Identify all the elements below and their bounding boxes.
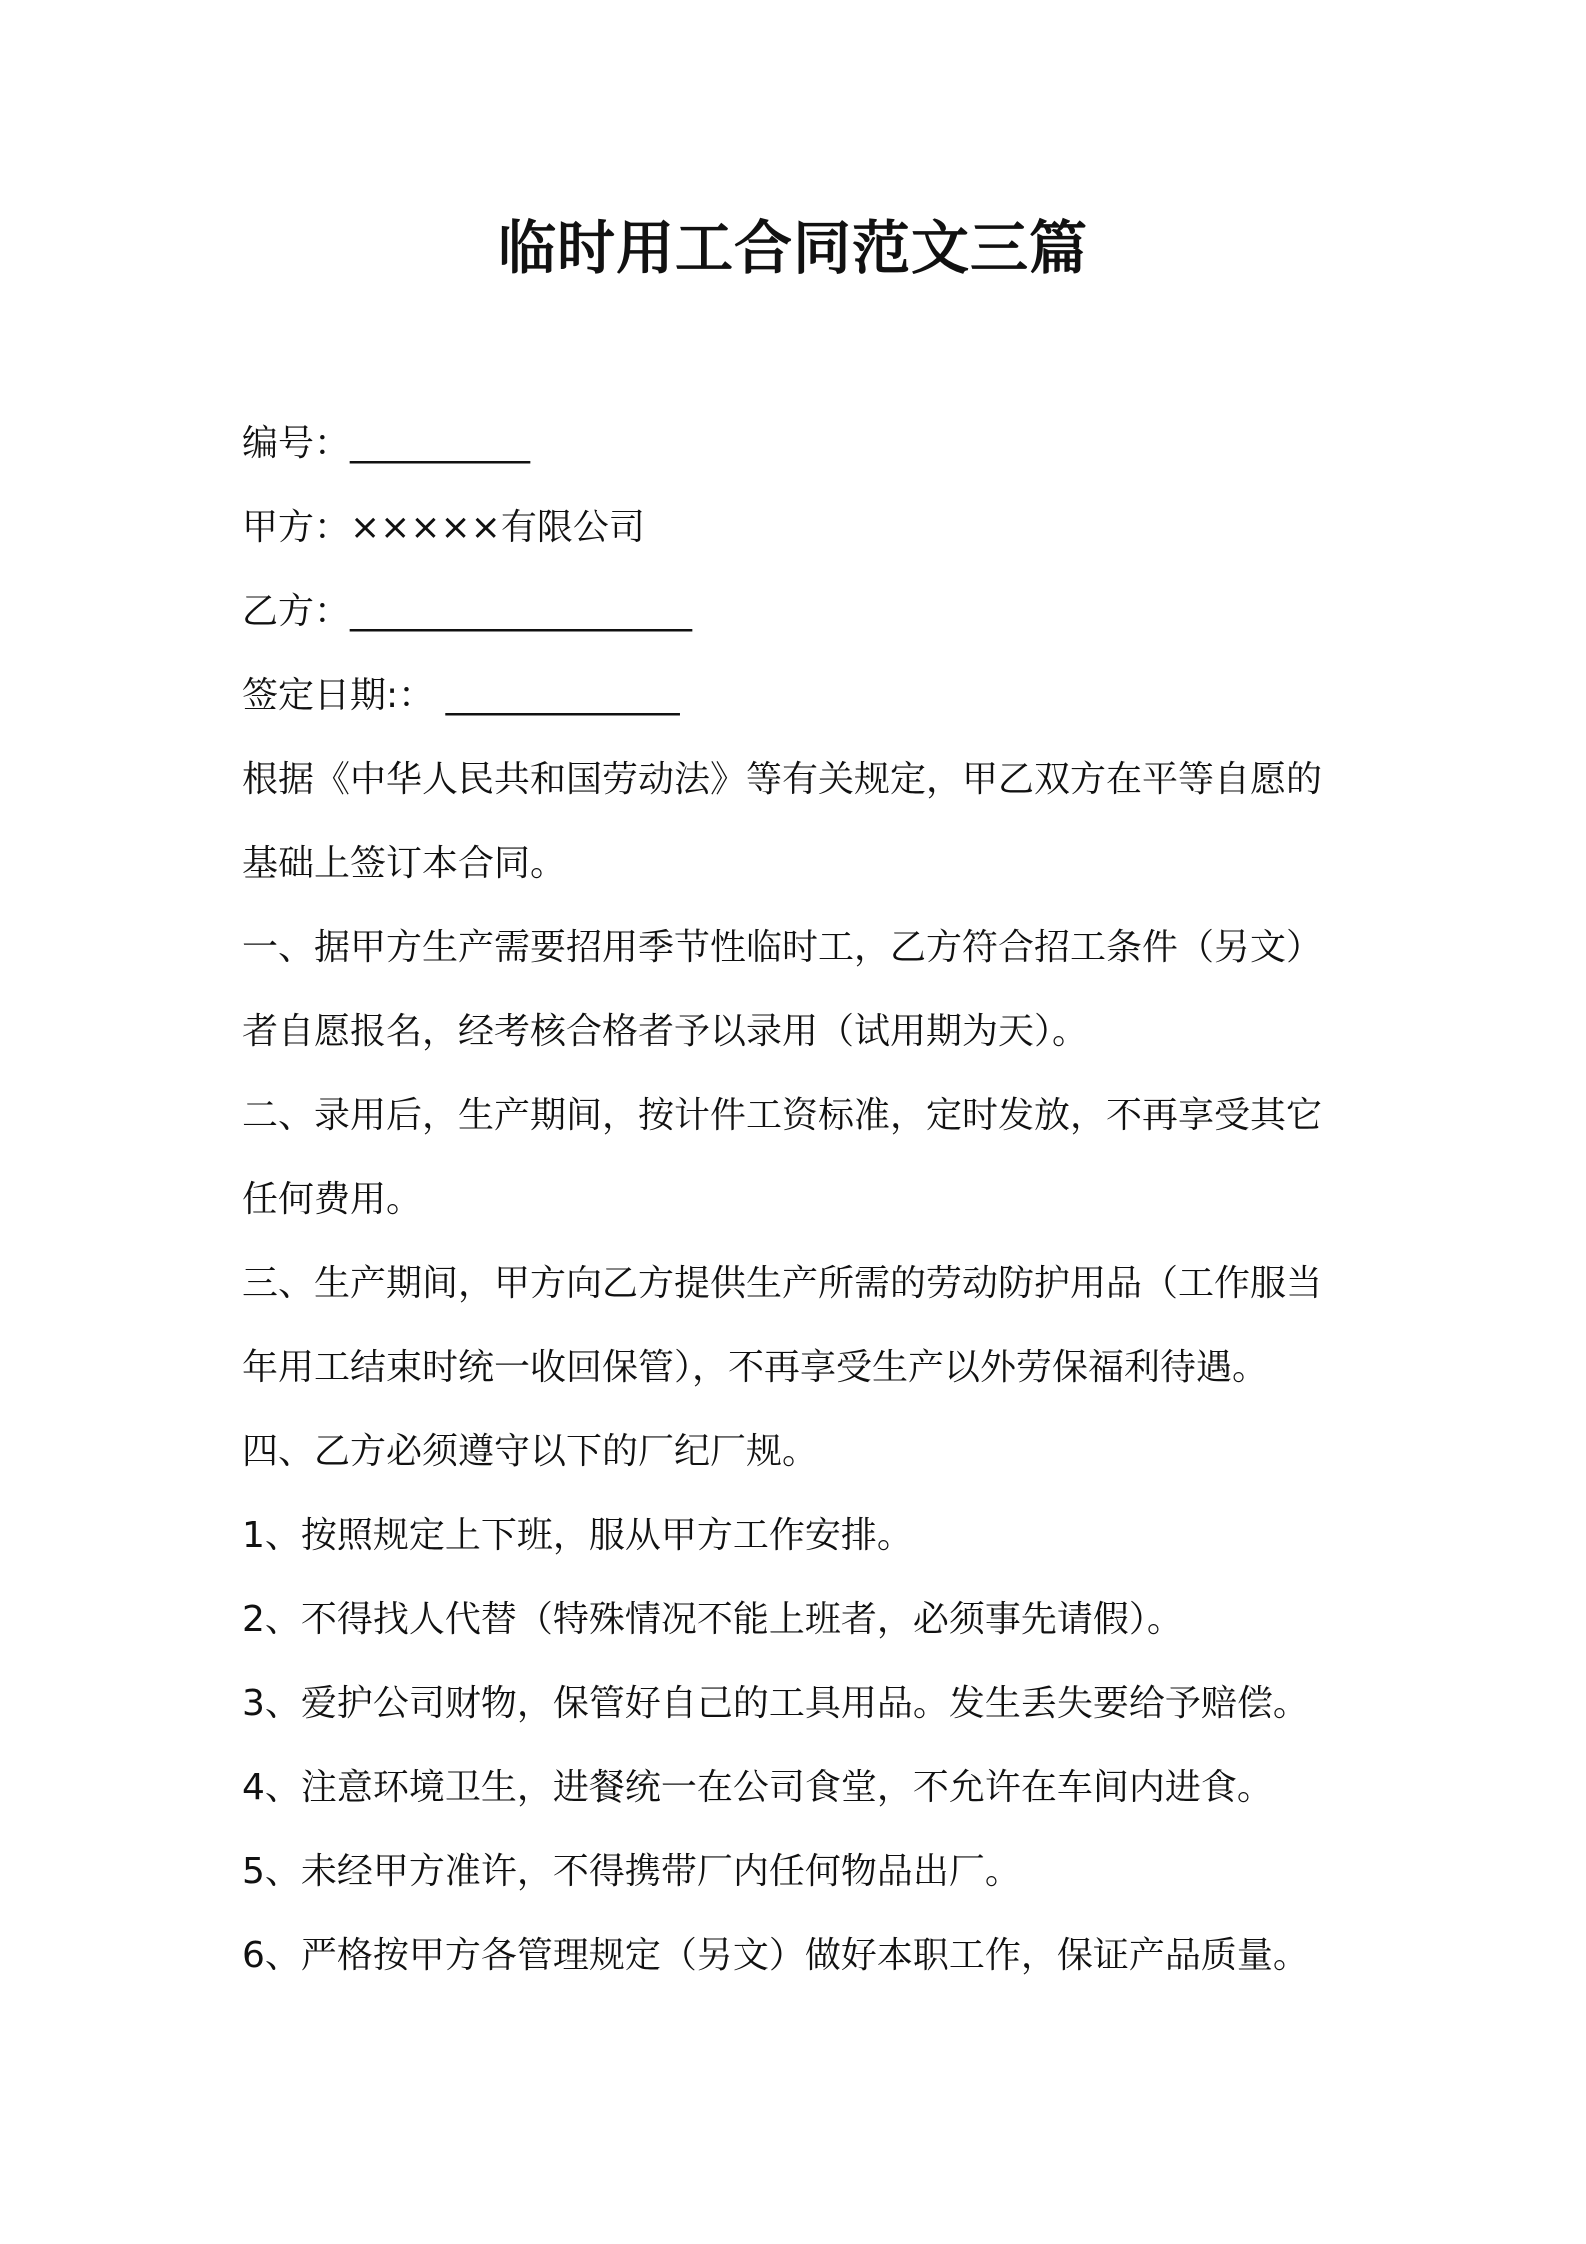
paragraph-line: 根据《中华人民共和国劳动法》等有关规定，甲乙双方在平等自愿的 (242, 759, 1323, 800)
sign-date-label: 签定日期:： (242, 675, 435, 716)
sign-date-field (242, 654, 1362, 738)
number-field (242, 402, 1362, 486)
list-item: 5、未经甲方准许，不得携带厂内任何物品出厂。 (242, 1851, 1021, 1892)
paragraph-line: 者自愿报名，经考核合格者予以录用（试用期为天）。 (242, 1011, 1089, 1052)
number-label: 编号： (242, 423, 351, 464)
sign-date-blank: _____________ (445, 675, 680, 716)
party-a-value: ×××××有限公司 (350, 507, 645, 548)
list-item: 1、按照规定上下班，服从甲方工作安排。 (242, 1515, 913, 1556)
list-item: 6、严格按甲方各管理规定（另文）做好本职工作，保证产品质量。 (242, 1935, 1309, 1976)
number-blank: __________ (350, 423, 531, 464)
list-item: 2、不得找人代替（特殊情况不能上班者，必须事先请假）。 (242, 1599, 1183, 1640)
document-body (242, 402, 1362, 1998)
paragraph-line: 三、生产期间，甲方向乙方提供生产所需的劳动防护用品（工作服当 (242, 1263, 1323, 1304)
paragraph-line: 年用工结束时统一收回保管），不再享受生产以外劳保福利待遇。 (242, 1347, 1269, 1388)
list-item: 4、注意环境卫生，进餐统一在公司食堂，不允许在车间内进食。 (242, 1767, 1273, 1808)
paragraph-line: 基础上签订本合同。 (242, 843, 567, 884)
document-title: 临时用工合同范文三篇 (497, 214, 1088, 282)
paragraph-line: 任何费用。 (242, 1179, 423, 1220)
paragraph-line: 二、录用后，生产期间，按计件工资标准，定时发放，不再享受其它 (242, 1095, 1323, 1136)
list-item: 3、爱护公司财物，保管好自己的工具用品。发生丢失要给予赔偿。 (242, 1683, 1309, 1724)
party-b-field (242, 570, 1362, 654)
paragraph-line: 一、据甲方生产需要招用季节性临时工，乙方符合招工条件（另文） (242, 927, 1323, 968)
party-b-blank: ___________________ (350, 591, 693, 632)
party-a-field (242, 486, 1362, 570)
section-heading: 四、乙方必须遵守以下的厂纪厂规。 (242, 1431, 819, 1472)
party-b-label: 乙方： (242, 591, 351, 632)
party-a-label: 甲方： (242, 507, 351, 548)
